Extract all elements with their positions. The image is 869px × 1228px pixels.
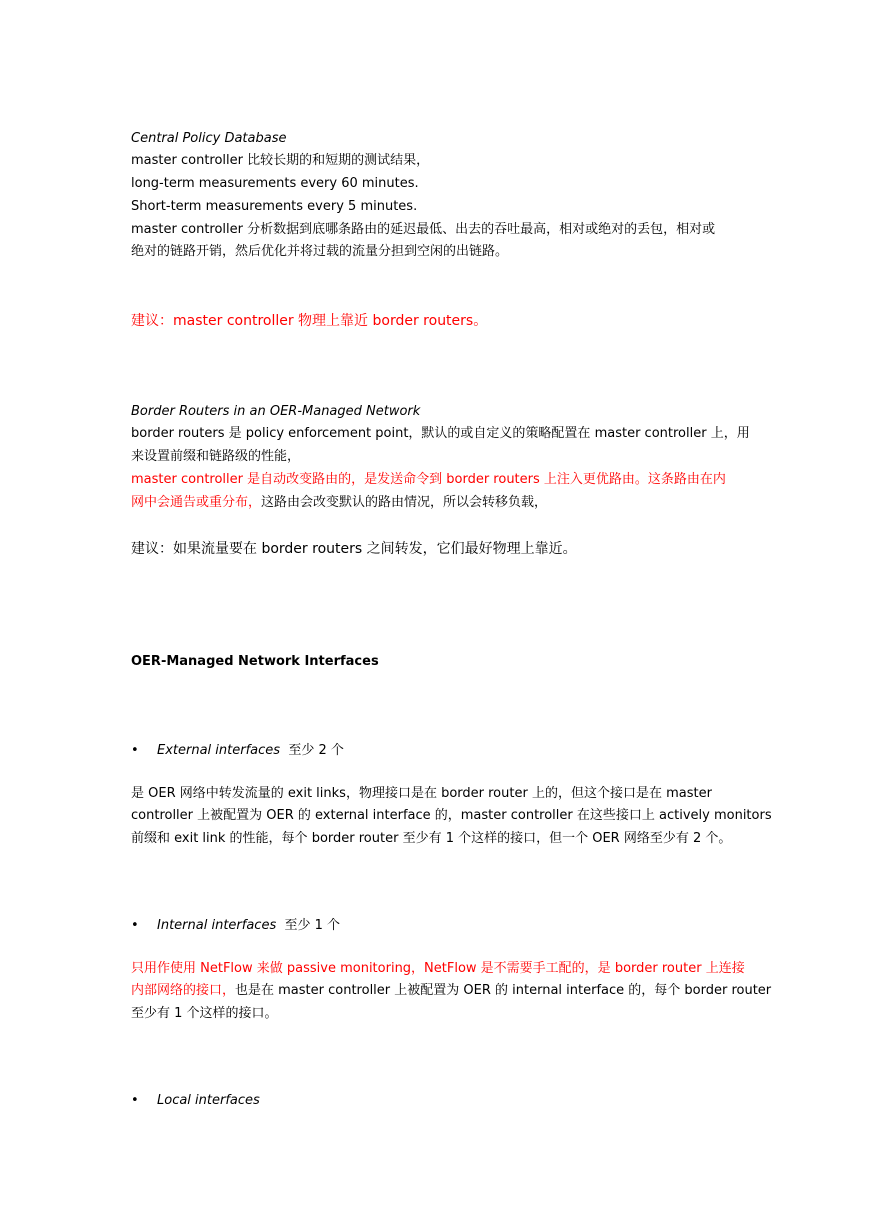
plain-text: 也是在 master controller 上被配置为 OER 的 internal interface 的，每个 border router xyxy=(235,983,772,998)
section-heading-network-interfaces: OER-Managed Network Interfaces xyxy=(131,654,379,669)
highlight-text: 内部网络的接口， xyxy=(131,983,236,998)
bullet-icon: • xyxy=(131,918,139,933)
paragraph-line xyxy=(131,980,772,1002)
advice-text: 建议：master controller 物理上靠近 border routers。 xyxy=(131,313,488,329)
highlight-text: 网中会通告或重分布， xyxy=(131,495,262,510)
paragraph-line: master controller 分析数据到底哪条路由的延迟最低、出去的吞吐最高，相对或绝对的丢包，相对或 xyxy=(131,222,716,237)
paragraph-line: master controller 比较长期的和短期的测试结果， xyxy=(131,153,430,168)
bullet-label: External interfaces xyxy=(157,743,281,758)
plain-text: 这路由会改变默认的路由情况，所以会转移负载， xyxy=(261,495,548,510)
paragraph-line xyxy=(131,492,741,514)
paragraph-line: border routers 是 policy enforcement point，默认的或自定义的策略配置在 master controller 上，用 xyxy=(131,426,750,441)
paragraph-line-highlight: 只用作使用 NetFlow 来做 passive monitoring，NetFlow 是不需要手工配的，是 border router 上连接 xyxy=(131,961,745,976)
bullet-item-internal xyxy=(157,915,340,937)
paragraph-line: 至少有 1 个这样的接口。 xyxy=(131,1006,278,1021)
bullet-item-local xyxy=(157,1090,260,1112)
paragraph-line: Short-term measurements every 5 minutes. xyxy=(131,199,418,214)
bullet-icon: • xyxy=(131,1093,139,1108)
paragraph-line: 绝对的链路开销，然后优化并将过载的流量分担到空闲的出链路。 xyxy=(131,244,509,259)
bullet-label: Internal interfaces xyxy=(157,918,277,933)
section-heading-border-routers: Border Routers in an OER-Managed Network xyxy=(131,404,421,419)
bullet-icon: • xyxy=(131,743,139,758)
paragraph-line-highlight: master controller 是自动改变路由的，是发送命令到 border routers 上注入更优路由。这条路由在内 xyxy=(131,472,726,487)
paragraph-line: long-term measurements every 60 minutes. xyxy=(131,176,419,191)
bullet-item-external xyxy=(157,740,344,762)
bullet-note: 至少 2 个 xyxy=(288,743,344,758)
paragraph-line: 前缀和 exit link 的性能，每个 border router 至少有 1 个这样的接口，但一个 OER 网络至少有 2 个。 xyxy=(131,831,732,846)
bullet-note: 至少 1 个 xyxy=(284,918,341,933)
paragraph-line: controller 上被配置为 OER 的 external interface 的，master controller 在这些接口上 actively monitors xyxy=(131,808,772,823)
paragraph-line: 来设置前缀和链路级的性能， xyxy=(131,449,301,464)
advice-text: 建议：如果流量要在 border routers 之间转发，它们最好物理上靠近。 xyxy=(131,541,577,557)
paragraph-line: 是 OER 网络中转发流量的 exit links，物理接口是在 border router 上的，但这个接口是在 master xyxy=(131,786,712,801)
bullet-label: Local interfaces xyxy=(157,1093,260,1108)
section-heading-central-policy-database: Central Policy Database xyxy=(131,131,287,146)
